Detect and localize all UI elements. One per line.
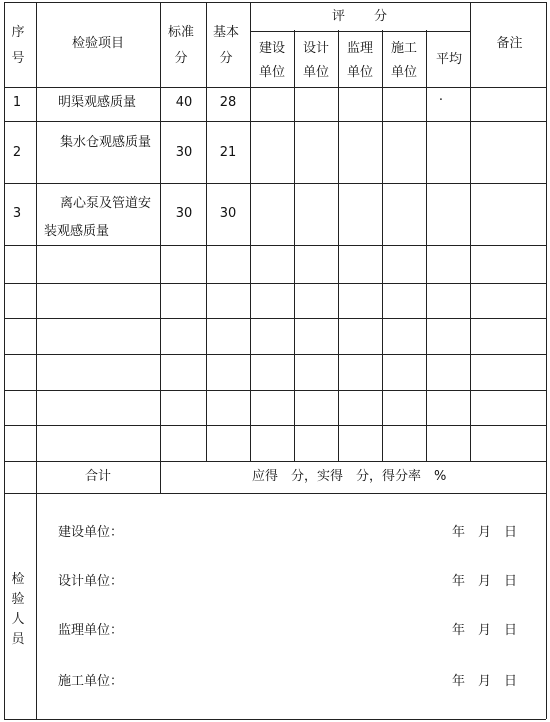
col-rule: [250, 2, 251, 461]
header-construction: 施工单位: [390, 41, 417, 80]
inspector-construction-unit: 施工单位：: [58, 674, 124, 689]
row-rule: [4, 461, 546, 462]
header-supervision: 监理单位: [346, 41, 373, 80]
row-rule: [4, 354, 546, 355]
row-rule: [4, 183, 546, 184]
row-rule: [4, 283, 546, 284]
border-right: [546, 2, 547, 719]
header-no: 序号: [11, 25, 25, 66]
col-rule: [36, 2, 37, 461]
inspector-design-unit: 设计单位：: [58, 574, 124, 589]
inspector-supervision-unit: 监理单位：: [58, 623, 124, 638]
inspector-builder-unit: 建设单位：: [58, 525, 124, 540]
header-item: 检验项目: [71, 36, 124, 51]
inspector-design-date: 年 月 日: [452, 574, 518, 589]
total-label: 合计: [84, 469, 111, 484]
header-design: 设计单位: [302, 41, 329, 80]
row-rule: [4, 390, 546, 391]
row-3-standard: 30: [175, 206, 193, 221]
inspector-builder-date: 年 月 日: [452, 525, 518, 540]
row-2-standard: 30: [175, 145, 193, 160]
score-group-rule: [250, 31, 470, 32]
header-remark: 备注: [496, 36, 523, 51]
row-3-no: 3: [12, 206, 22, 221]
row-rule: [4, 121, 546, 122]
row-rule: [4, 425, 546, 426]
col-rule: [470, 2, 471, 461]
border-bottom: [4, 719, 546, 720]
row-1-standard: 40: [175, 95, 193, 110]
col-rule: [426, 2, 427, 461]
border-left: [4, 2, 5, 719]
header-score-group: 评 分: [331, 9, 388, 24]
inspector-supervision-date: 年 月 日: [452, 623, 518, 638]
row-2-item: 集水仓观感质量: [60, 135, 152, 150]
col-rule: [338, 2, 339, 461]
inspector-construction-date: 年 月 日: [452, 674, 518, 689]
row-rule: [4, 318, 546, 319]
total-col-rule: [160, 461, 161, 493]
row-rule: [4, 87, 546, 88]
row-1-average: ·: [438, 93, 444, 108]
inspector-col-rule: [36, 493, 37, 719]
total-formula: 应得 分，实得 分，得分率 %: [252, 469, 447, 484]
row-1-base: 28: [219, 95, 237, 110]
row-2-no: 2: [12, 145, 22, 160]
header-base-score: 基本分: [212, 25, 239, 66]
row-3-item: 离心泵及管道安装观感质量: [44, 196, 152, 239]
col-rule: [160, 2, 161, 461]
inspectors-label: 检验人员: [11, 572, 25, 647]
col-rule: [294, 2, 295, 461]
row-3-base: 30: [219, 206, 237, 221]
header-standard-score: 标准分: [167, 25, 194, 66]
row-1-no: 1: [12, 95, 22, 110]
row-2-base: 21: [219, 145, 237, 160]
header-average: 平均: [435, 52, 462, 67]
header-builder: 建设单位: [258, 41, 285, 80]
row-1-item: 明渠观感质量: [58, 95, 137, 110]
col-rule: [206, 2, 207, 461]
col-rule: [382, 2, 383, 461]
total-rule: [4, 493, 546, 494]
